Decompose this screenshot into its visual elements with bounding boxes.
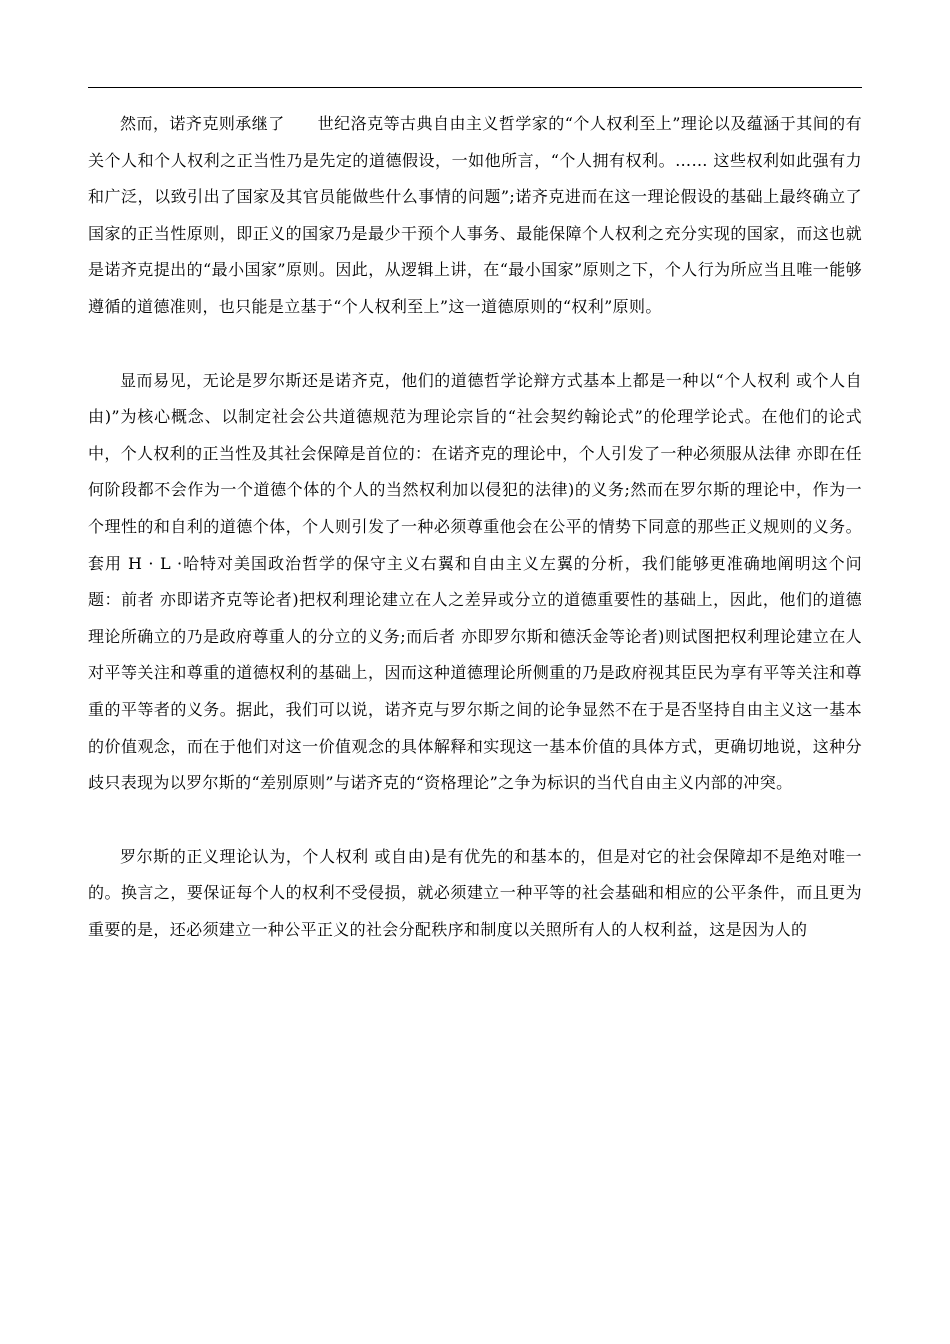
paragraph-rawls-justice-theory: 罗尔斯的正义理论认为，个人权利 或自由)是有优先的和基本的，但是对它的社会保障却不是绝对唯一的。换言之，要保证每个人的权利不受侵损，就必须建立一种平等的社会基础和相应的公平条件，而且更为重要的是，还必须建立一种公平正义的社会分配秩序和制度以关照所有人的人权利益，这是因为人的 [88,846,862,939]
paragraph-nozick-inheritance: 然而，诺齐克则承继了 世纪洛克等古典自由主义哲学家的“个人权利至上”理论以及蕴涵于其间的有关个人和个人权利之正当性乃是先定的道德假设，一如他所言，“个人拥有权利。…… 这些权利如此强有力和广泛，以致引出了国家及其官员能做些什么事情的问题”;诺齐克进而在这一理论假设的基础上最终确立了国家的正当性原则，即正义的国家乃是最少干预个人事务、最能保障个人权利之充分实现的国家，而这也就是诺齐克提出的“最小国家”原则。因此，从逻辑上讲，在“最小国家”原则之下，个人行为所应当且唯一能够遵循的道德准则，也只能是立基于“个人权利至上”这一道德原则的“权利”原则。 [88,114,862,316]
paragraph-rawls-nozick-comparison: 显而易见，无论是罗尔斯还是诺齐克，他们的道德哲学论辩方式基本上都是一种以“个人权利 或个人自由)”为核心概念、以制定社会公共道德规范为理论宗旨的“社会契约翰论式”的伦理学论式。在他们的论式中，个人权利的正当性及其社会保障是首位的：在诺齐克的理论中，个人引发了一种必须服从法律 亦即在任何阶段都不会作为一个道德个体的个人的当然权利加以侵犯的法律)的义务;然而在罗尔斯的理论中，作为一个理性的和自利的道德个体，个人则引发了一种必须尊重他会在公平的情势下同意的那些正义规则的义务。套用 H · L ·哈特对美国政治哲学的保守主义右翼和自由主义左翼的分析，我们能够更准确地阐明这个问题：前者 亦即诺齐克等论者)把权利理论建立在人之差异或分立的道德重要性的基础上，因此，他们的道德理论所确立的乃是政府尊重人的分立的义务;而后者 亦即罗尔斯和德沃金等论者)则试图把权利理论建立在人对平等关注和尊重的道德权利的基础上，因而这种道德理论所侧重的乃是政府视其臣民为享有平等关注和尊重的平等者的义务。据此，我们可以说，诺齐克与罗尔斯之间的论争显然不在于是否坚持自由主义这一基本的价值观念，而在于他们对这一价值观念的具体解释和实现这一基本价值的具体方式，更确切地说，这种分歧只表现为以罗尔斯的“差别原则”与诺齐克的“资格理论”之争为标识的当代自由主义内部的冲突。 [88,370,862,793]
header-rule [88,87,862,88]
document-body [88,106,862,948]
